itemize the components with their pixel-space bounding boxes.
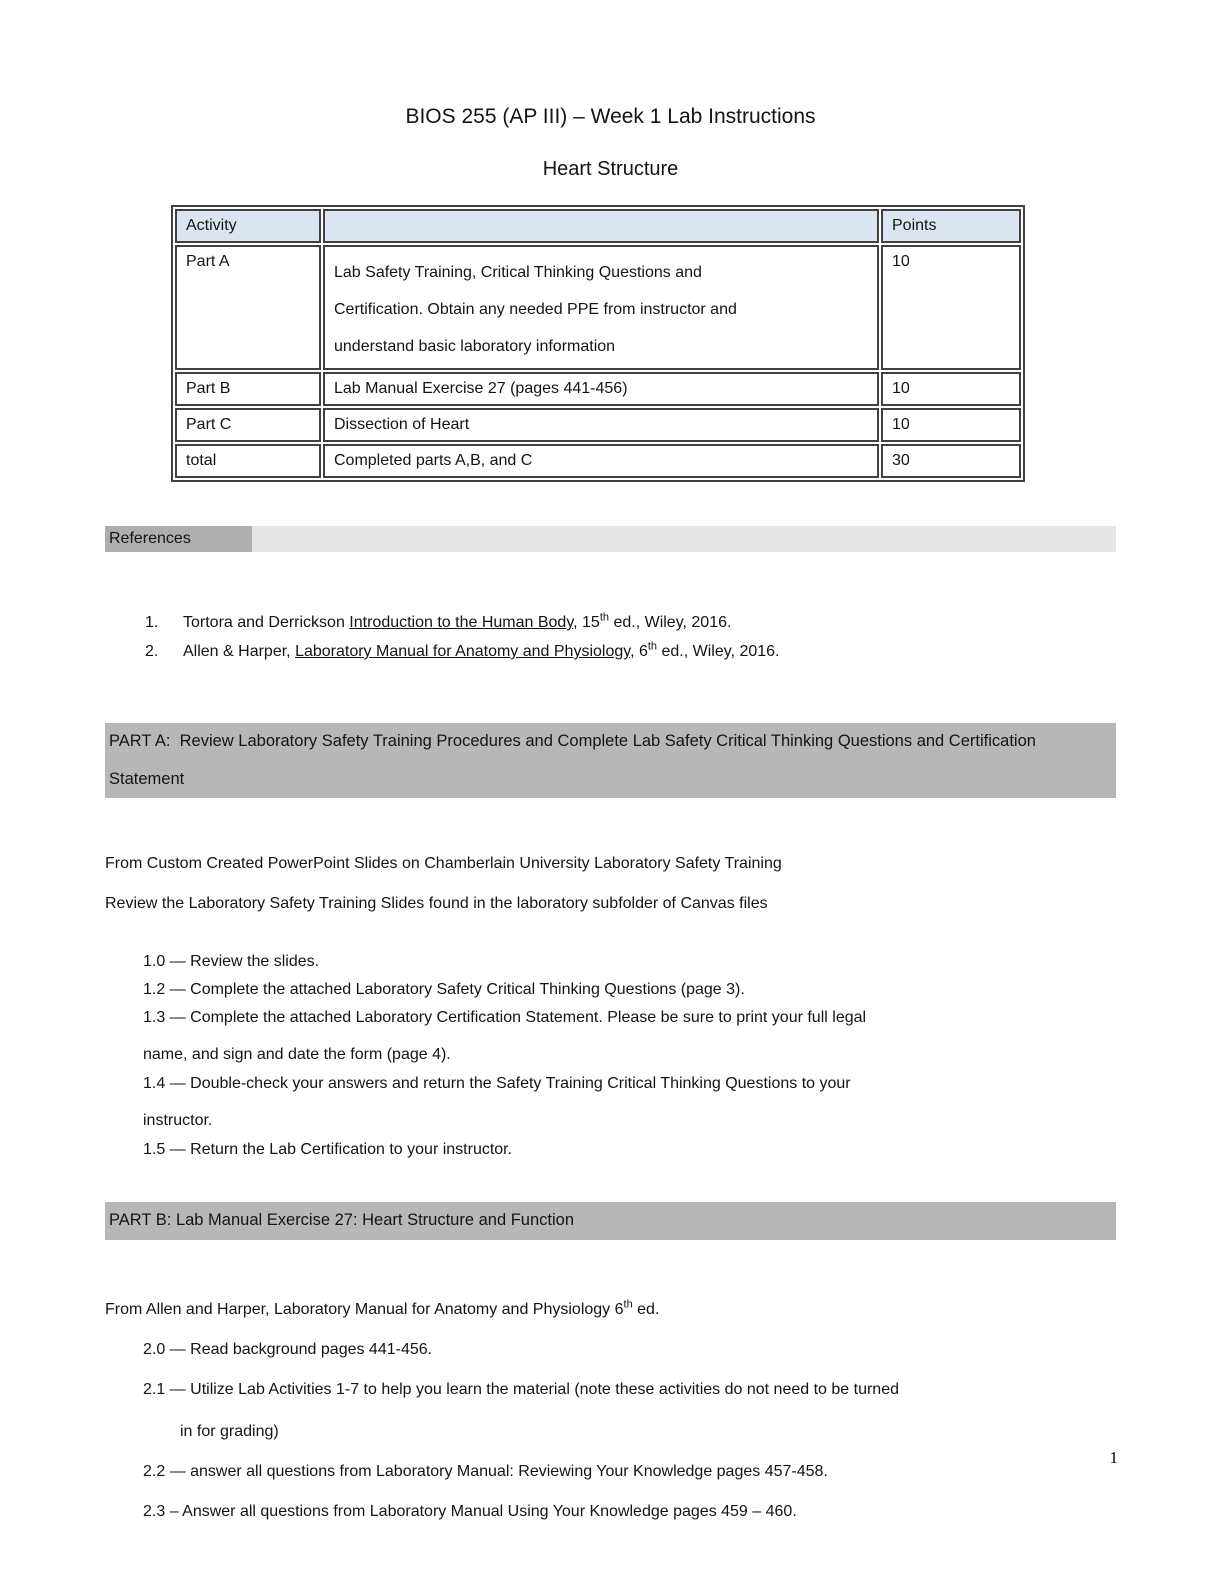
cell-description <box>323 245 879 370</box>
part-b-intro-line: From Allen and Harper, Laboratory Manual for Anatomy and Physiology 6th ed. <box>105 1298 660 1318</box>
part-a-heading-bar: PART A: Review Laboratory Safety Training Procedures and Complete Lab Safety Critical Thinking Questions and Certification Statement <box>105 723 1116 798</box>
step-item: 1.4 — Double-check your answers and return the Safety Training Critical Thinking Questions to your <box>143 1075 851 1092</box>
table-row <box>175 408 1021 442</box>
part-b-heading-bar: PART B: Lab Manual Exercise 27: Heart Structure and Function <box>105 1202 1116 1240</box>
header-cell-description <box>323 209 879 243</box>
cell-description: Lab Manual Exercise 27 (pages 441-456) <box>323 372 879 406</box>
header-cell-activity: Activity <box>175 209 321 243</box>
part-a-intro-line: Review the Laboratory Safety Training Slides found in the laboratory subfolder of Canvas files <box>105 895 768 912</box>
page-subtitle: Heart Structure <box>542 158 679 180</box>
cell-activity: Part B <box>175 372 321 406</box>
ordinal-superscript: th <box>599 611 610 624</box>
cell-points: 10 <box>881 408 1021 442</box>
description-line: Certification. Obtain any needed PPE from instructor and <box>334 301 737 318</box>
ordinal-superscript: th <box>647 640 658 653</box>
cell-description: Dissection of Heart <box>323 408 879 442</box>
cell-points: 10 <box>881 372 1021 406</box>
step-item: 1.0 — Review the slides. <box>143 953 320 970</box>
table-header-row <box>175 209 1021 243</box>
cell-activity: Part C <box>175 408 321 442</box>
page-number: 1 <box>1109 1448 1118 1467</box>
reference-number: 2. <box>145 643 159 660</box>
ordinal-superscript: th <box>623 1298 633 1311</box>
table-row <box>175 372 1021 406</box>
description-line: Lab Safety Training, Critical Thinking Questions and <box>334 264 702 281</box>
table-row <box>175 444 1021 478</box>
cell-description: Completed parts A,B, and C <box>323 444 879 478</box>
step-item: 1.5 — Return the Lab Certification to your instructor. <box>143 1141 513 1158</box>
part-a-steps <box>105 948 1116 1164</box>
table-row <box>175 245 1021 370</box>
references-list <box>105 608 1116 666</box>
book-title: Introduction to the Human Body <box>349 614 574 631</box>
step-item: 2.2 — answer all questions from Laboratory Manual: Reviewing Your Knowledge pages 457-458. <box>143 1462 828 1480</box>
reference-item <box>145 637 1116 666</box>
reference-text: Allen & Harper, Laboratory Manual for Anatomy and Physiology, 6th ed., Wiley, 2016. <box>183 640 780 660</box>
cell-points: 30 <box>881 444 1021 478</box>
part-a-intro-line: From Custom Created PowerPoint Slides on Chamberlain University Laboratory Safety Training <box>105 855 782 872</box>
step-item: 2.0 — Read background pages 441-456. <box>143 1340 433 1358</box>
step-item: 1.3 — Complete the attached Laboratory Certification Statement. Please be sure to print your full legal <box>143 1009 867 1026</box>
references-heading-label: References <box>105 526 252 552</box>
description-line: understand basic laboratory information <box>334 338 616 355</box>
step-item: 1.2 — Complete the attached Laboratory Safety Critical Thinking Questions (page 3). <box>143 981 745 998</box>
step-continuation: in for grading) <box>180 1422 279 1440</box>
step-item: 2.3 – Answer all questions from Laboratory Manual Using Your Knowledge pages 459 – 460. <box>143 1502 797 1520</box>
header-cell-points: Points <box>881 209 1021 243</box>
cell-activity: Part A <box>175 245 321 370</box>
page-title: BIOS 255 (AP III) – Week 1 Lab Instructions <box>405 105 816 128</box>
step-continuation: instructor. <box>143 1112 213 1129</box>
reference-item <box>145 608 1116 637</box>
cell-points: 10 <box>881 245 1021 370</box>
points-table <box>171 205 1025 482</box>
part-b-steps <box>105 1336 1116 1526</box>
cell-activity: total <box>175 444 321 478</box>
references-heading-bar <box>105 526 1116 552</box>
book-title: Laboratory Manual for Anatomy and Physiology <box>295 643 631 660</box>
reference-number: 1. <box>145 614 159 631</box>
step-item: 2.1 — Utilize Lab Activities 1-7 to help you learn the material (note these activities do not need to be turned <box>143 1380 899 1398</box>
reference-text: Tortora and Derrickson Introduction to the Human Body, 15th ed., Wiley, 2016. <box>183 611 732 631</box>
step-continuation: name, and sign and date the form (page 4). <box>143 1046 451 1063</box>
